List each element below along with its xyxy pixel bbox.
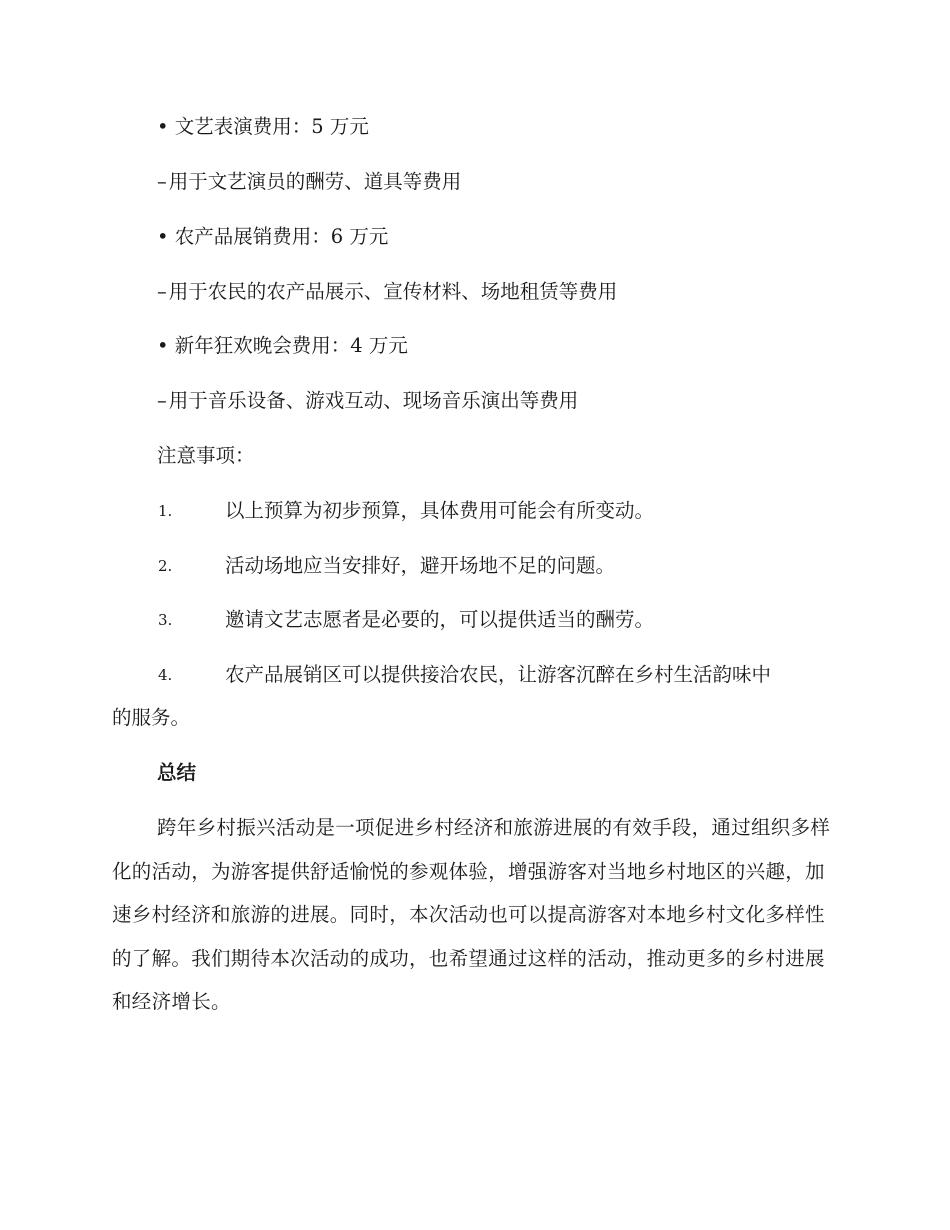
budget-item-1-detail xyxy=(157,169,461,195)
note-text-4: 农产品展销区可以提供接洽农民，让游客沉醉在乡村生活韵味中 xyxy=(225,663,772,686)
summary-heading: 总结 xyxy=(157,761,197,784)
note-number-1: 1. xyxy=(158,502,173,520)
bullet-mark: • xyxy=(157,225,169,248)
dash-mark: – xyxy=(157,280,167,303)
note-text-3: 邀请文艺志愿者是必要的，可以提供适当的酬劳。 xyxy=(225,608,655,631)
dash-mark: – xyxy=(157,170,167,193)
note-text-4-continuation: 的服务。 xyxy=(112,706,191,729)
budget-item-3-detail xyxy=(157,388,578,414)
note-text-1: 以上预算为初步预算，具体费用可能会有所变动。 xyxy=(225,499,655,522)
dash-mark: – xyxy=(157,389,167,412)
note-number-2: 2. xyxy=(158,557,173,575)
notes-title: 注意事项： xyxy=(157,444,255,467)
budget-item-2-detail xyxy=(157,279,617,305)
budget-item-2 xyxy=(157,224,388,250)
summary-paragraph: 跨年乡村振兴活动是一项促进乡村经济和旅游进展的有效手段，通过组织多样化的活动，为游客提供舒适愉悦的参观体验，增强游客对当地乡村地区的兴趣，加速乡村经济和旅游的进展。同时，本次活动也可以提高游客对本地乡村文化多样性的了解。我们期待本次活动的成功，也希望通过这样的活动，推动更多的乡村进展和经济增长。 xyxy=(112,816,831,1014)
budget-item-label: 文艺表演费用：5 万元 xyxy=(174,115,369,138)
budget-item-detail: 用于文艺演员的酬劳、道具等费用 xyxy=(168,170,462,193)
bullet-mark: • xyxy=(157,334,169,357)
budget-item-detail: 用于农民的农产品展示、宣传材料、场地租赁等费用 xyxy=(168,280,618,303)
budget-item-detail: 用于音乐设备、游戏互动、现场音乐演出等费用 xyxy=(168,389,579,412)
budget-item-1 xyxy=(157,114,369,140)
note-number-3: 3. xyxy=(158,611,173,629)
budget-item-label: 农产品展销费用：6 万元 xyxy=(174,225,389,248)
note-number-4: 4. xyxy=(158,666,173,684)
budget-item-label: 新年狂欢晚会费用：4 万元 xyxy=(174,334,408,357)
bullet-mark: • xyxy=(157,115,169,138)
budget-item-3 xyxy=(157,333,408,359)
note-text-2: 活动场地应当安排好，避开场地不足的问题。 xyxy=(225,554,616,577)
